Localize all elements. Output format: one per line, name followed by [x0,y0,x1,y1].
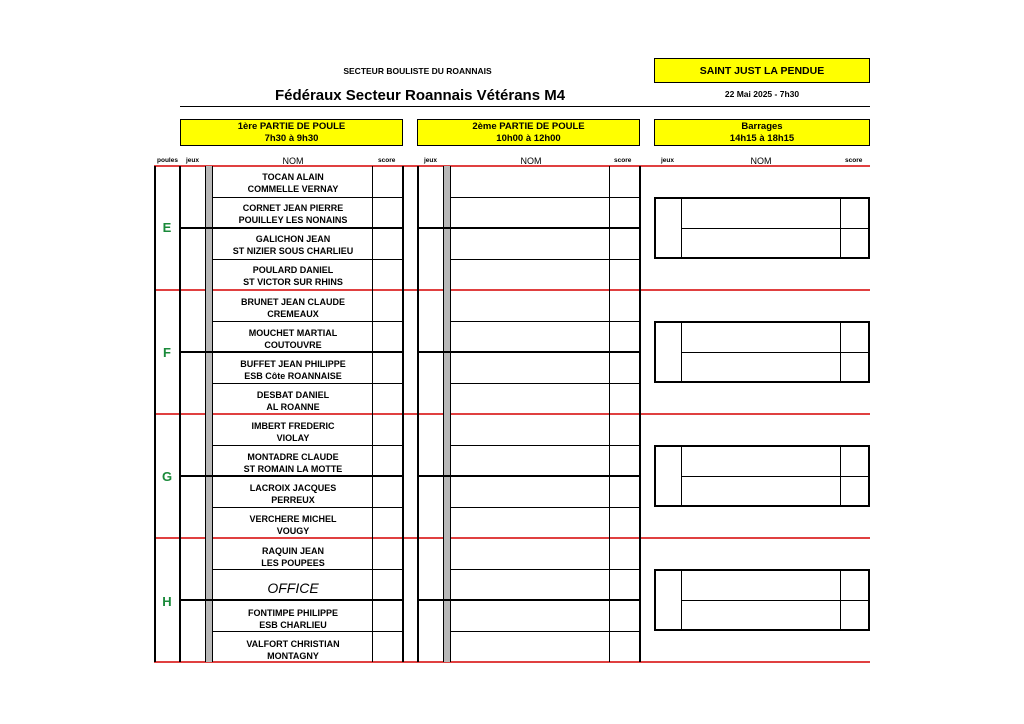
player-cell: IMBERT FREDERIC VIOLAY [251,420,335,443]
col-score-1: score [378,157,396,164]
col-score-2: score [614,157,632,164]
location-box [654,58,870,83]
row-line [451,383,639,384]
player-cell: RAQUIN JEAN LES POUPEES [261,545,325,568]
location-label: SAINT JUST LA PENDUE [699,64,825,77]
barrage-row [681,600,870,601]
poule-letter-h: H [162,594,172,609]
org-name: SECTEUR BOULISTE DU ROANNAIS [343,66,492,76]
poule-letter-g: G [161,469,173,484]
player-cell-office: OFFICE [267,579,319,596]
round-3-time: 14h15 à 18h15 [729,132,795,144]
col-nom-3: NOM [750,156,772,166]
table-border [179,166,181,662]
player-cell: LACROIX JACQUES PERREUX [249,482,337,505]
col-jeux-3: jeux [661,157,675,164]
barrage-row [681,476,870,477]
page-title: Fédéraux Secteur Roannais Vétérans M4 [274,87,566,104]
row-line [451,631,639,632]
barrage-row [681,228,870,229]
row-line [451,321,639,322]
header-rule [180,106,870,107]
table-border [609,166,610,662]
player-cell: DESBAT DANIEL AL ROANNE [256,389,330,412]
round-1-title: 1ère PARTIE DE POULE [237,120,346,132]
table-border [402,166,404,662]
table-border [639,166,641,662]
col-score-3: score [845,157,863,164]
col-nom-2: NOM [520,156,542,166]
player-cell: VERCHERE MICHEL VOUGY [249,513,337,536]
row-line [451,569,639,570]
poule-letter-e: E [162,220,172,235]
barrage-row [681,352,870,353]
player-cell: MOUCHET MARTIAL COUTOUVRE [248,327,338,350]
round-3-title: Barrages [741,120,783,132]
player-cell: CORNET JEAN PIERRE POUILLEY LES NONAINS [238,202,348,225]
round-2-time: 10h00 à 12h00 [496,132,561,144]
row-line [451,259,639,260]
round-2-title: 2ème PARTIE DE POULE [472,120,585,132]
col-poules: poules [157,157,178,164]
row-line [451,445,639,446]
col-jeux-2: jeux [424,157,438,164]
table-border [154,166,156,662]
round-1-time: 7h30 à 9h30 [264,132,319,144]
player-cell: POULARD DANIEL ST VICTOR SUR RHINS [243,264,343,287]
round-2-header [417,119,640,146]
col-nom-1: NOM [282,156,304,166]
col-jeux-1: jeux [186,157,200,164]
player-cell: GALICHON JEAN ST NIZIER SOUS CHARLIEU [232,233,354,256]
table-border [417,166,419,662]
player-cell: BRUNET JEAN CLAUDE CREMEAUX [240,296,345,319]
poule-letter-f: F [163,345,171,360]
match-line [417,475,639,477]
gray-bar [443,166,451,662]
event-date: 22 Mai 2025 - 7h30 [724,89,800,99]
round-3-header [654,119,870,146]
match-line [417,227,639,229]
gray-bar [205,166,213,662]
row-line [451,507,639,508]
round-1-header [180,119,403,146]
player-cell: FONTIMPE PHILIPPE ESB CHARLIEU [247,607,338,630]
player-cell: MONTADRE CLAUDE ST ROMAIN LA MOTTE [243,451,343,474]
player-cell: TOCAN ALAIN COMMELLE VERNAY [247,171,339,194]
match-line [417,599,639,601]
row-line [451,197,639,198]
player-cell: VALFORT CHRISTIAN MONTAGNY [246,638,340,661]
match-line [417,351,639,353]
player-cell: BUFFET JEAN PHILIPPE ESB Côte ROANNAISE [240,358,346,381]
